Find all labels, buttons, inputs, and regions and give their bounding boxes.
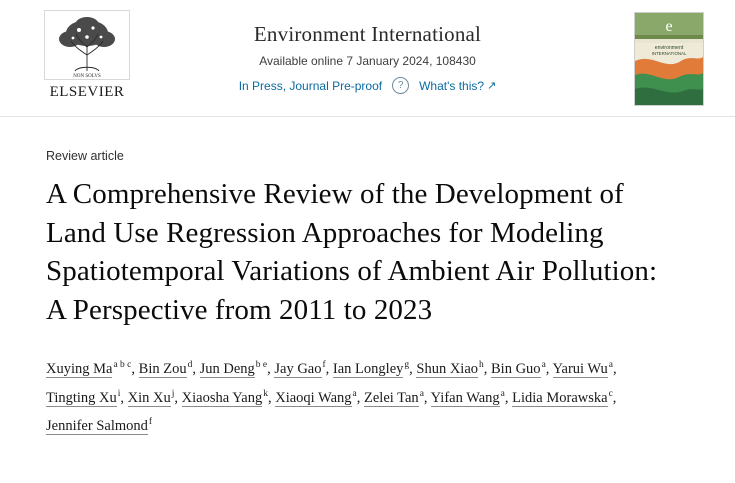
author-name[interactable]: Jennifer Salmond bbox=[46, 417, 148, 434]
author-name[interactable]: Yifan Wang bbox=[430, 389, 500, 406]
author-separator: , bbox=[120, 389, 128, 406]
author-affiliation-marker: d bbox=[187, 360, 193, 371]
author-separator: , bbox=[423, 389, 431, 406]
journal-links bbox=[0, 77, 735, 94]
author-separator: , bbox=[613, 361, 617, 378]
author-separator: , bbox=[356, 389, 364, 406]
author-affiliation-marker: a bbox=[500, 388, 505, 399]
elsevier-wordmark: ELSEVIER bbox=[49, 84, 125, 100]
article-type-label: Review article bbox=[46, 149, 124, 163]
author-name[interactable]: Jun Deng bbox=[199, 361, 255, 378]
author-name[interactable]: Xuying Ma bbox=[46, 361, 113, 378]
author-separator: , bbox=[267, 389, 276, 406]
author-name[interactable]: Ian Longley bbox=[332, 361, 404, 378]
author-affiliation-marker: a bbox=[419, 388, 424, 399]
author-affiliation-marker: j bbox=[171, 388, 175, 399]
whats-this-label[interactable]: What's this? bbox=[419, 78, 485, 93]
svg-text:INTERNATIONAL: INTERNATIONAL bbox=[651, 51, 687, 56]
journal-title: Environment International bbox=[253, 22, 482, 46]
author-affiliation-marker: f bbox=[322, 360, 326, 371]
author-separator: , bbox=[131, 361, 139, 378]
author-separator: , bbox=[483, 361, 492, 378]
author-name[interactable]: Lidia Morawska bbox=[512, 389, 608, 406]
whats-this-link[interactable] bbox=[419, 79, 496, 93]
author-separator: , bbox=[545, 361, 553, 378]
author-name[interactable]: Xiaoqi Wang bbox=[275, 389, 352, 406]
availability-text: Available online 7 January 2024, 108430 bbox=[259, 54, 476, 68]
author-name[interactable]: Shun Xiao bbox=[416, 361, 479, 378]
author-separator: , bbox=[267, 361, 275, 378]
external-link-icon: ↗ bbox=[487, 80, 497, 92]
author-affiliation-marker: h bbox=[479, 360, 484, 371]
journal-info bbox=[0, 22, 735, 94]
author-separator: , bbox=[612, 389, 617, 406]
svg-text:e: e bbox=[665, 18, 673, 35]
author-name[interactable]: Xiaosha Yang bbox=[181, 389, 263, 406]
author-separator: , bbox=[192, 361, 200, 378]
author-affiliation-marker: a bbox=[352, 388, 357, 399]
journal-cover-thumbnail[interactable] bbox=[634, 12, 704, 106]
author-affiliation-marker: a bbox=[541, 360, 546, 371]
author-name[interactable]: Yarui Wu bbox=[552, 361, 608, 378]
svg-text:NON SOLVS: NON SOLVS bbox=[73, 74, 101, 79]
author-separator: , bbox=[174, 389, 182, 406]
svg-text:environment: environment bbox=[654, 45, 684, 51]
author-name[interactable]: Jay Gao bbox=[274, 361, 322, 378]
author-affiliation-marker: k bbox=[263, 388, 268, 399]
author-name[interactable]: Bin Guo bbox=[491, 361, 541, 378]
author-name[interactable]: Bin Zou bbox=[138, 361, 187, 378]
author-separator: , bbox=[325, 361, 333, 378]
journal-header bbox=[0, 0, 735, 117]
author-name[interactable]: Xin Xu bbox=[127, 389, 171, 406]
author-affiliation-marker: i bbox=[117, 388, 121, 399]
in-press-link[interactable]: In Press, Journal Pre-proof bbox=[238, 78, 383, 93]
author-affiliation-marker: a bbox=[608, 360, 613, 371]
author-name[interactable]: Tingting Xu bbox=[46, 389, 117, 406]
author-separator: , bbox=[409, 361, 417, 378]
author-affiliation-marker: c bbox=[608, 388, 613, 399]
author-list bbox=[46, 355, 689, 440]
question-mark-icon[interactable]: ? bbox=[392, 77, 409, 94]
author-affiliation-marker: g bbox=[404, 360, 410, 371]
author-name[interactable]: Zelei Tan bbox=[364, 389, 419, 406]
page-title: A Comprehensive Review of the Development of Land Use Regression Approaches for Modeling Spatiotemporal Variations of Ambient Air Pollution: A Perspective from 2011 to 2023 bbox=[46, 178, 658, 326]
author-affiliation-marker: a b c bbox=[113, 360, 132, 371]
author-separator: , bbox=[504, 389, 513, 406]
article-body bbox=[0, 149, 735, 440]
author-affiliation-marker: f bbox=[148, 416, 153, 427]
author-affiliation-marker: b e bbox=[255, 360, 268, 371]
